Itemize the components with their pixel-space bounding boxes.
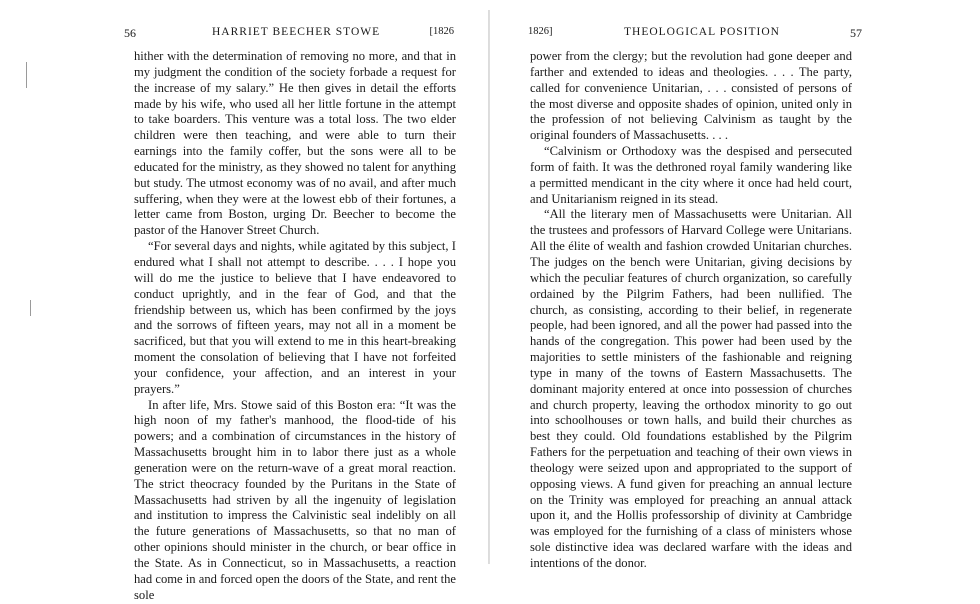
right-running-header xyxy=(528,26,862,44)
paragraph: hither with the determination of removing no more, and that in my judgment the condition of the society forbade a request for the increase of my salary.” He then gives in detail the efforts made by his wife, who used all her little fortune in the attempt to take boarders. This venture was a total loss. The two elder children were then teaching, and were able to turn their earnings into the family coffer, but the sons were all to be educated for the ministry, as they showed no talent for anything but study. The utmost economy was of no avail, and after much suffering, when they were at the lowest ebb of their fortunes, a letter came from Boston, urging Dr. Beecher to become the pastor of the Hanover Street Church. xyxy=(134,49,456,238)
paragraph: “All the literary men of Massachusetts were Unitarian. All the trustees and professors of Harvard College were Unitarians. All the élite of wealth and fashion crowded Unitarian churches. The judges on the bench were Unitarian, giving decisions by which the peculiar features of church organization, so carefully ordained by the Pilgrim Fathers, had been nullified. The church, as consisting, according to their belief, in regenerate people, had been ignored, and all the power had passed into the hands of the congregation. This power had been used by the majorities to settle ministers of the fashionable and reigning type in many of the towns of Eastern Massachusetts. The dominant majority entered at once into possession of churches and church property, leaving the orthodox minority to go out into schoolhouses or town halls, and build their churches as best they could. Old foundations established by the Pilgrim Fathers for the perpetuation and teaching of their own views in theology were seized upon and appropriated to the support of opposing views. A fund given for preaching an annual lecture on the Trinity was employed for preaching an annual attack upon it, and the Hollis professorship of divinity at Cambridge was employed for the furnishing of a class of ministers whose sole distinctive idea was declared warfare with the ideas and intentions of the donor. xyxy=(530,207,852,570)
left-running-header xyxy=(124,26,454,44)
paragraph: “For several days and nights, while agitated by this subject, I endured what I shall not attempt to describe. . . . I hope you will do me the justice to believe that I have endeavored to conduct uprightly, and in the fear of God, and that the friendship between us, which has been confirmed by the joys and the sorrows of fifteen years, may not all in a moment be sacrificed, but that you will extend to me in this heart-breaking moment the consolation of believing that I have not forfeited your confidence, your affection, and an interest in your prayers.” xyxy=(134,239,456,396)
margin-mark xyxy=(26,62,27,88)
paragraph: In after life, Mrs. Stowe said of this Boston era: “It was the high noon of my father's manhood, the flood-tide of his powers; and a combination of circumstances in the history of Massachusetts brought him in to labor there just as a whole generation were on the return-wave of a great moral reaction. The strict theocracy founded by the Puritans in the State of Massachusetts had striven by all the ingenuity of legislation and institution to impress the Calvinistic seal indelibly on all the future generations of Massachusetts, so that no man of other opinions should minister in the church, or bear office in the State. As in Connecticut, so in Massachusetts, a reaction had come in and forced open the doors of the State, and rent the sole xyxy=(134,397,456,602)
right-page-number: 57 xyxy=(850,26,862,40)
paragraph: “Calvinism or Orthodoxy was the despised and persecuted form of faith. It was the dethroned royal family wandering like a permitted mendicant in the city where it once had held court, and Unitarianism reigned in its stead. xyxy=(530,144,852,206)
left-page xyxy=(0,0,490,602)
left-body-text xyxy=(134,49,456,604)
paragraph: power from the clergy; but the revolution had gone deeper and farther and extended to ideas and theologies. . . . The party, called for convenience Unitarian, . . . consisted of persons of the most diverse and opposite shades of opinion, united only in the profession of not believing Calvinism as taught by the original founders of Massachusetts. . . . xyxy=(530,49,852,143)
margin-mark xyxy=(30,300,31,316)
left-year-bracket: [1826 xyxy=(429,26,454,37)
right-page xyxy=(490,0,980,574)
left-running-title: HARRIET BEECHER STOWE xyxy=(212,26,381,38)
right-body-text xyxy=(530,49,852,572)
right-running-title: THEOLOGICAL POSITION xyxy=(624,26,780,38)
left-page-number: 56 xyxy=(124,26,136,40)
right-year-bracket: 1826] xyxy=(528,26,553,37)
